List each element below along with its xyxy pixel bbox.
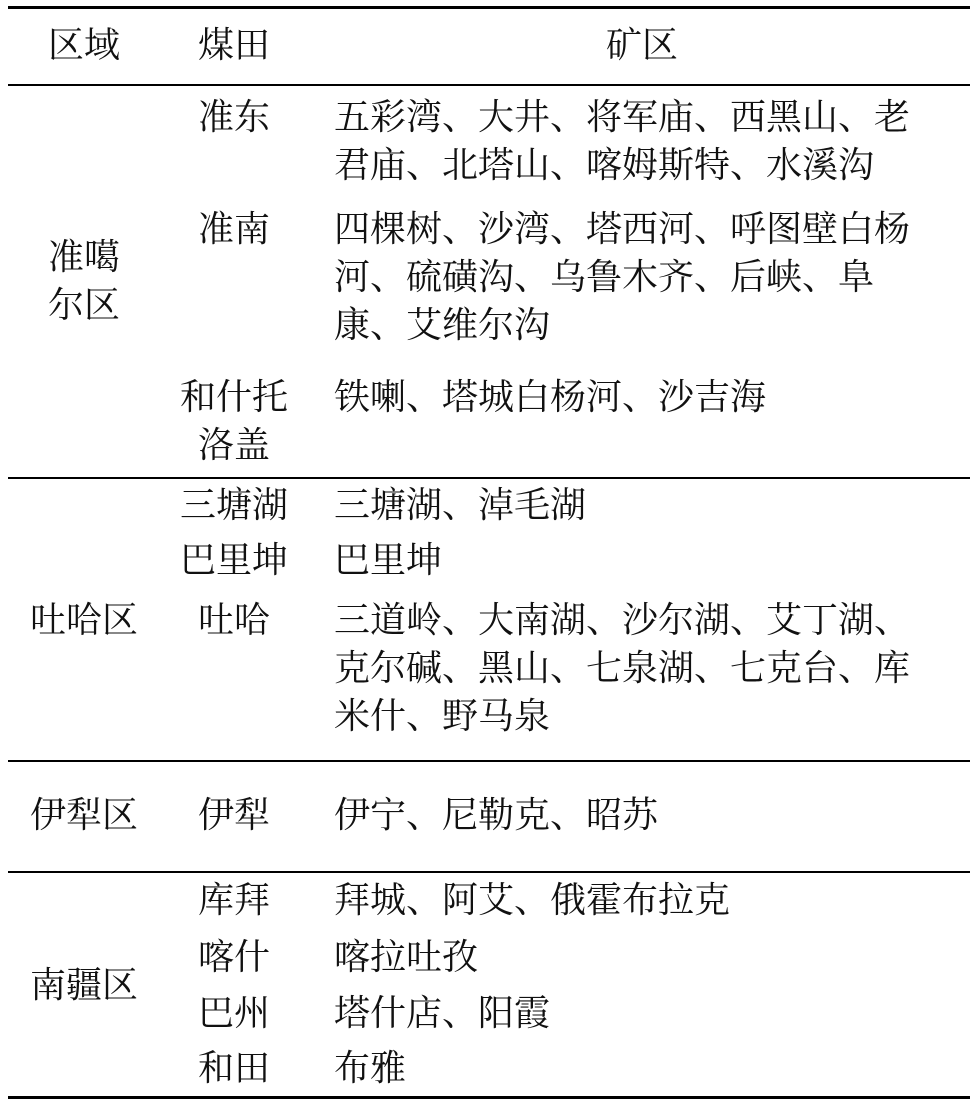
mining-area-cell xyxy=(334,792,950,840)
header-region: 区域 xyxy=(47,25,120,66)
mining-area-line: 康、艾维尔沟 xyxy=(334,305,551,346)
mining-area-cell xyxy=(334,990,950,1038)
group-divider xyxy=(8,477,970,479)
group-divider xyxy=(8,760,970,762)
group-divider xyxy=(8,871,970,873)
mining-area-cell xyxy=(334,206,950,350)
mining-area-line: 拜城、阿艾、俄霍布拉克 xyxy=(334,880,731,921)
mining-area-cell xyxy=(334,934,950,982)
region-line: 准噶 xyxy=(47,237,120,278)
mining-area-cell xyxy=(334,877,950,925)
mining-area-line: 三塘湖、淖毛湖 xyxy=(334,485,587,526)
mining-area-cell xyxy=(334,537,950,585)
bottom-rule xyxy=(8,1096,970,1099)
coal-field-cell: 库拜 xyxy=(197,880,270,921)
coal-field-cell: 巴州 xyxy=(197,993,270,1034)
top-rule xyxy=(8,6,970,9)
mining-area-line: 五彩湾、大井、将军庙、西黑山、老 xyxy=(334,97,911,138)
mining-area-line: 喀拉吐孜 xyxy=(334,937,479,978)
mining-area-line: 铁喇、塔城白杨河、沙吉海 xyxy=(334,377,767,418)
mining-area-line: 河、硫磺沟、乌鲁木齐、后峡、阜 xyxy=(334,257,875,298)
mining-area-cell xyxy=(334,94,950,190)
coal-field-cell: 和田 xyxy=(197,1048,270,1089)
mining-area-line: 巴里坤 xyxy=(334,540,443,581)
coal-field-line: 洛盖 xyxy=(197,425,270,466)
mining-area-cell xyxy=(334,597,950,741)
coal-field-cell: 三塘湖 xyxy=(179,485,288,526)
region-line: 尔区 xyxy=(47,285,120,326)
coal-field-cell: 吐哈 xyxy=(197,600,270,641)
region-cell xyxy=(22,234,146,330)
mining-area-line: 米什、野马泉 xyxy=(334,696,551,737)
mining-area-line: 克尔碱、黑山、七泉湖、七克台、库 xyxy=(334,648,911,689)
coal-field-cell: 巴里坤 xyxy=(179,540,288,581)
coal-field-cell: 伊犁 xyxy=(197,795,270,836)
coal-field-cell: 准东 xyxy=(197,97,270,138)
mining-area-line: 布雅 xyxy=(334,1048,407,1089)
mining-area-line: 塔什店、阳霞 xyxy=(334,993,551,1034)
mining-area-line: 三道岭、大南湖、沙尔湖、艾丁湖、 xyxy=(334,600,911,641)
coal-field-cell xyxy=(176,374,292,470)
mining-area-cell xyxy=(334,482,950,530)
mining-area-line: 君庙、北塔山、喀姆斯特、水溪沟 xyxy=(334,145,875,186)
region-cell: 伊犁区 xyxy=(29,795,138,836)
mining-area-line: 四棵树、沙湾、塔西河、呼图壁白杨 xyxy=(334,209,911,250)
header-mining-area: 矿区 xyxy=(605,25,678,66)
header-rule xyxy=(8,84,970,86)
coal-field-cell: 喀什 xyxy=(197,937,270,978)
region-cell: 吐哈区 xyxy=(29,600,138,641)
header-coal-field: 煤田 xyxy=(197,25,270,66)
mining-area-cell xyxy=(334,1045,950,1093)
mining-area-line: 伊宁、尼勒克、昭苏 xyxy=(334,795,659,836)
mining-area-cell xyxy=(334,374,950,422)
region-cell: 南疆区 xyxy=(29,965,138,1006)
coal-field-line: 和什托 xyxy=(179,377,288,418)
coal-field-cell: 准南 xyxy=(197,209,270,250)
